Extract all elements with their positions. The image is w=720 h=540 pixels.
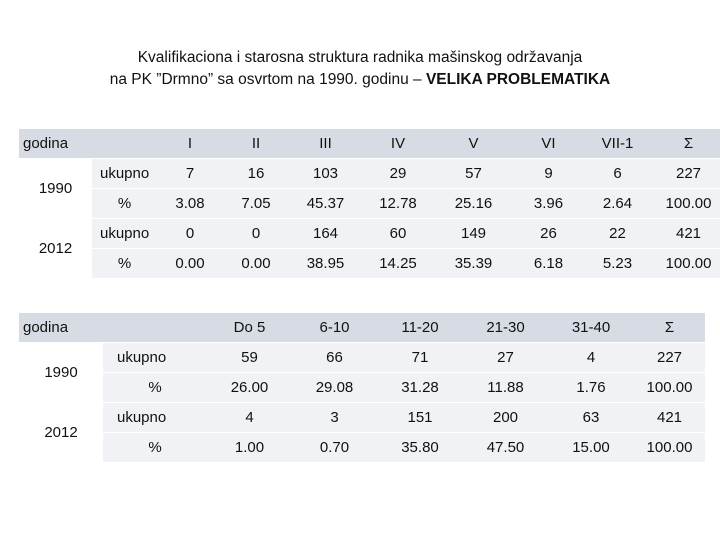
column-header: 11-20: [377, 313, 463, 343]
table-cell: 26: [513, 219, 584, 249]
table-cell: 29.08: [292, 373, 377, 403]
age-table: [19, 313, 705, 463]
year-label: 1990: [19, 343, 103, 403]
title-line-2-prefix: na PK ”Drmno” sa osvrtom na 1990. godinu –: [109, 71, 426, 88]
table-cell: 421: [651, 219, 720, 249]
row-label: %: [92, 189, 157, 219]
table-cell: 26.00: [207, 373, 292, 403]
table-cell: 227: [651, 159, 720, 189]
table-cell: 0: [157, 219, 223, 249]
year-label: 1990: [19, 159, 92, 219]
column-header: VII-1: [584, 129, 651, 159]
header-spacer: [92, 129, 157, 159]
table-row: [19, 403, 705, 433]
year-label: 2012: [19, 219, 92, 279]
table-cell: 200: [463, 403, 548, 433]
row-label: %: [103, 433, 207, 463]
age-header-row: [19, 313, 705, 343]
table-cell: 227: [634, 343, 705, 373]
table-row: [19, 373, 705, 403]
table-cell: 31.28: [377, 373, 463, 403]
table-cell: 0.70: [292, 433, 377, 463]
table-cell: 7.05: [223, 189, 289, 219]
table-cell: 12.78: [362, 189, 434, 219]
table-cell: 103: [289, 159, 362, 189]
qualification-table: [19, 129, 720, 279]
table-row: [19, 433, 705, 463]
column-header: I: [157, 129, 223, 159]
table-cell: 5.23: [584, 249, 651, 279]
table-cell: 14.25: [362, 249, 434, 279]
column-header: Σ: [651, 129, 720, 159]
column-header: 6-10: [292, 313, 377, 343]
row-label: %: [103, 373, 207, 403]
table-cell: 15.00: [548, 433, 634, 463]
table-cell: 66: [292, 343, 377, 373]
table-cell: 100.00: [634, 373, 705, 403]
title-line-1: Kvalifikaciona i starosna struktura radnika mašinskog održavanja: [137, 49, 583, 66]
table-cell: 7: [157, 159, 223, 189]
column-header: V: [434, 129, 513, 159]
table-cell: 6: [584, 159, 651, 189]
table-row: [19, 159, 720, 189]
table-cell: 9: [513, 159, 584, 189]
column-header: Do 5: [207, 313, 292, 343]
table-cell: 1.00: [207, 433, 292, 463]
table-cell: 71: [377, 343, 463, 373]
table-row: [19, 343, 705, 373]
table-cell: 47.50: [463, 433, 548, 463]
column-header: III: [289, 129, 362, 159]
table-cell: 38.95: [289, 249, 362, 279]
header-spacer: [103, 313, 207, 343]
table-cell: 16: [223, 159, 289, 189]
qualification-header-row: [19, 129, 720, 159]
table-cell: 2.64: [584, 189, 651, 219]
table-cell: 4: [207, 403, 292, 433]
table-cell: 25.16: [434, 189, 513, 219]
table-cell: 0: [223, 219, 289, 249]
table-cell: 3: [292, 403, 377, 433]
row-label: ukupno: [92, 219, 157, 249]
row-label: ukupno: [92, 159, 157, 189]
row-label: ukupno: [103, 343, 207, 373]
table-cell: 1.76: [548, 373, 634, 403]
table-cell: 100.00: [634, 433, 705, 463]
table-cell: 22: [584, 219, 651, 249]
table-cell: 57: [434, 159, 513, 189]
row-label: ukupno: [103, 403, 207, 433]
column-header: Σ: [634, 313, 705, 343]
table-cell: 4: [548, 343, 634, 373]
column-header: II: [223, 129, 289, 159]
table-cell: 59: [207, 343, 292, 373]
table-cell: 0.00: [157, 249, 223, 279]
table-cell: 63: [548, 403, 634, 433]
table-cell: 45.37: [289, 189, 362, 219]
table-cell: 29: [362, 159, 434, 189]
table-row: [19, 249, 720, 279]
table-cell: 149: [434, 219, 513, 249]
year-label: 2012: [19, 403, 103, 463]
column-header: 31-40: [548, 313, 634, 343]
table-cell: 164: [289, 219, 362, 249]
table-cell: 100.00: [651, 249, 720, 279]
row-label: %: [92, 249, 157, 279]
table-cell: 6.18: [513, 249, 584, 279]
column-header: IV: [362, 129, 434, 159]
table-cell: 35.80: [377, 433, 463, 463]
corner-label: godina: [19, 129, 92, 159]
table-cell: 3.96: [513, 189, 584, 219]
table-cell: 100.00: [651, 189, 720, 219]
table-cell: 35.39: [434, 249, 513, 279]
title-line-2-emphasis: VELIKA PROBLEMATIKA: [425, 71, 611, 88]
table-row: [19, 219, 720, 249]
table-cell: 60: [362, 219, 434, 249]
column-header: 21-30: [463, 313, 548, 343]
table-cell: 0.00: [223, 249, 289, 279]
table-cell: 151: [377, 403, 463, 433]
title-line-2: [0, 69, 720, 91]
column-header: VI: [513, 129, 584, 159]
table-cell: 421: [634, 403, 705, 433]
page-title: [0, 47, 720, 91]
table-cell: 11.88: [463, 373, 548, 403]
table-cell: 27: [463, 343, 548, 373]
corner-label: godina: [19, 313, 103, 343]
table-row: [19, 189, 720, 219]
table-cell: 3.08: [157, 189, 223, 219]
